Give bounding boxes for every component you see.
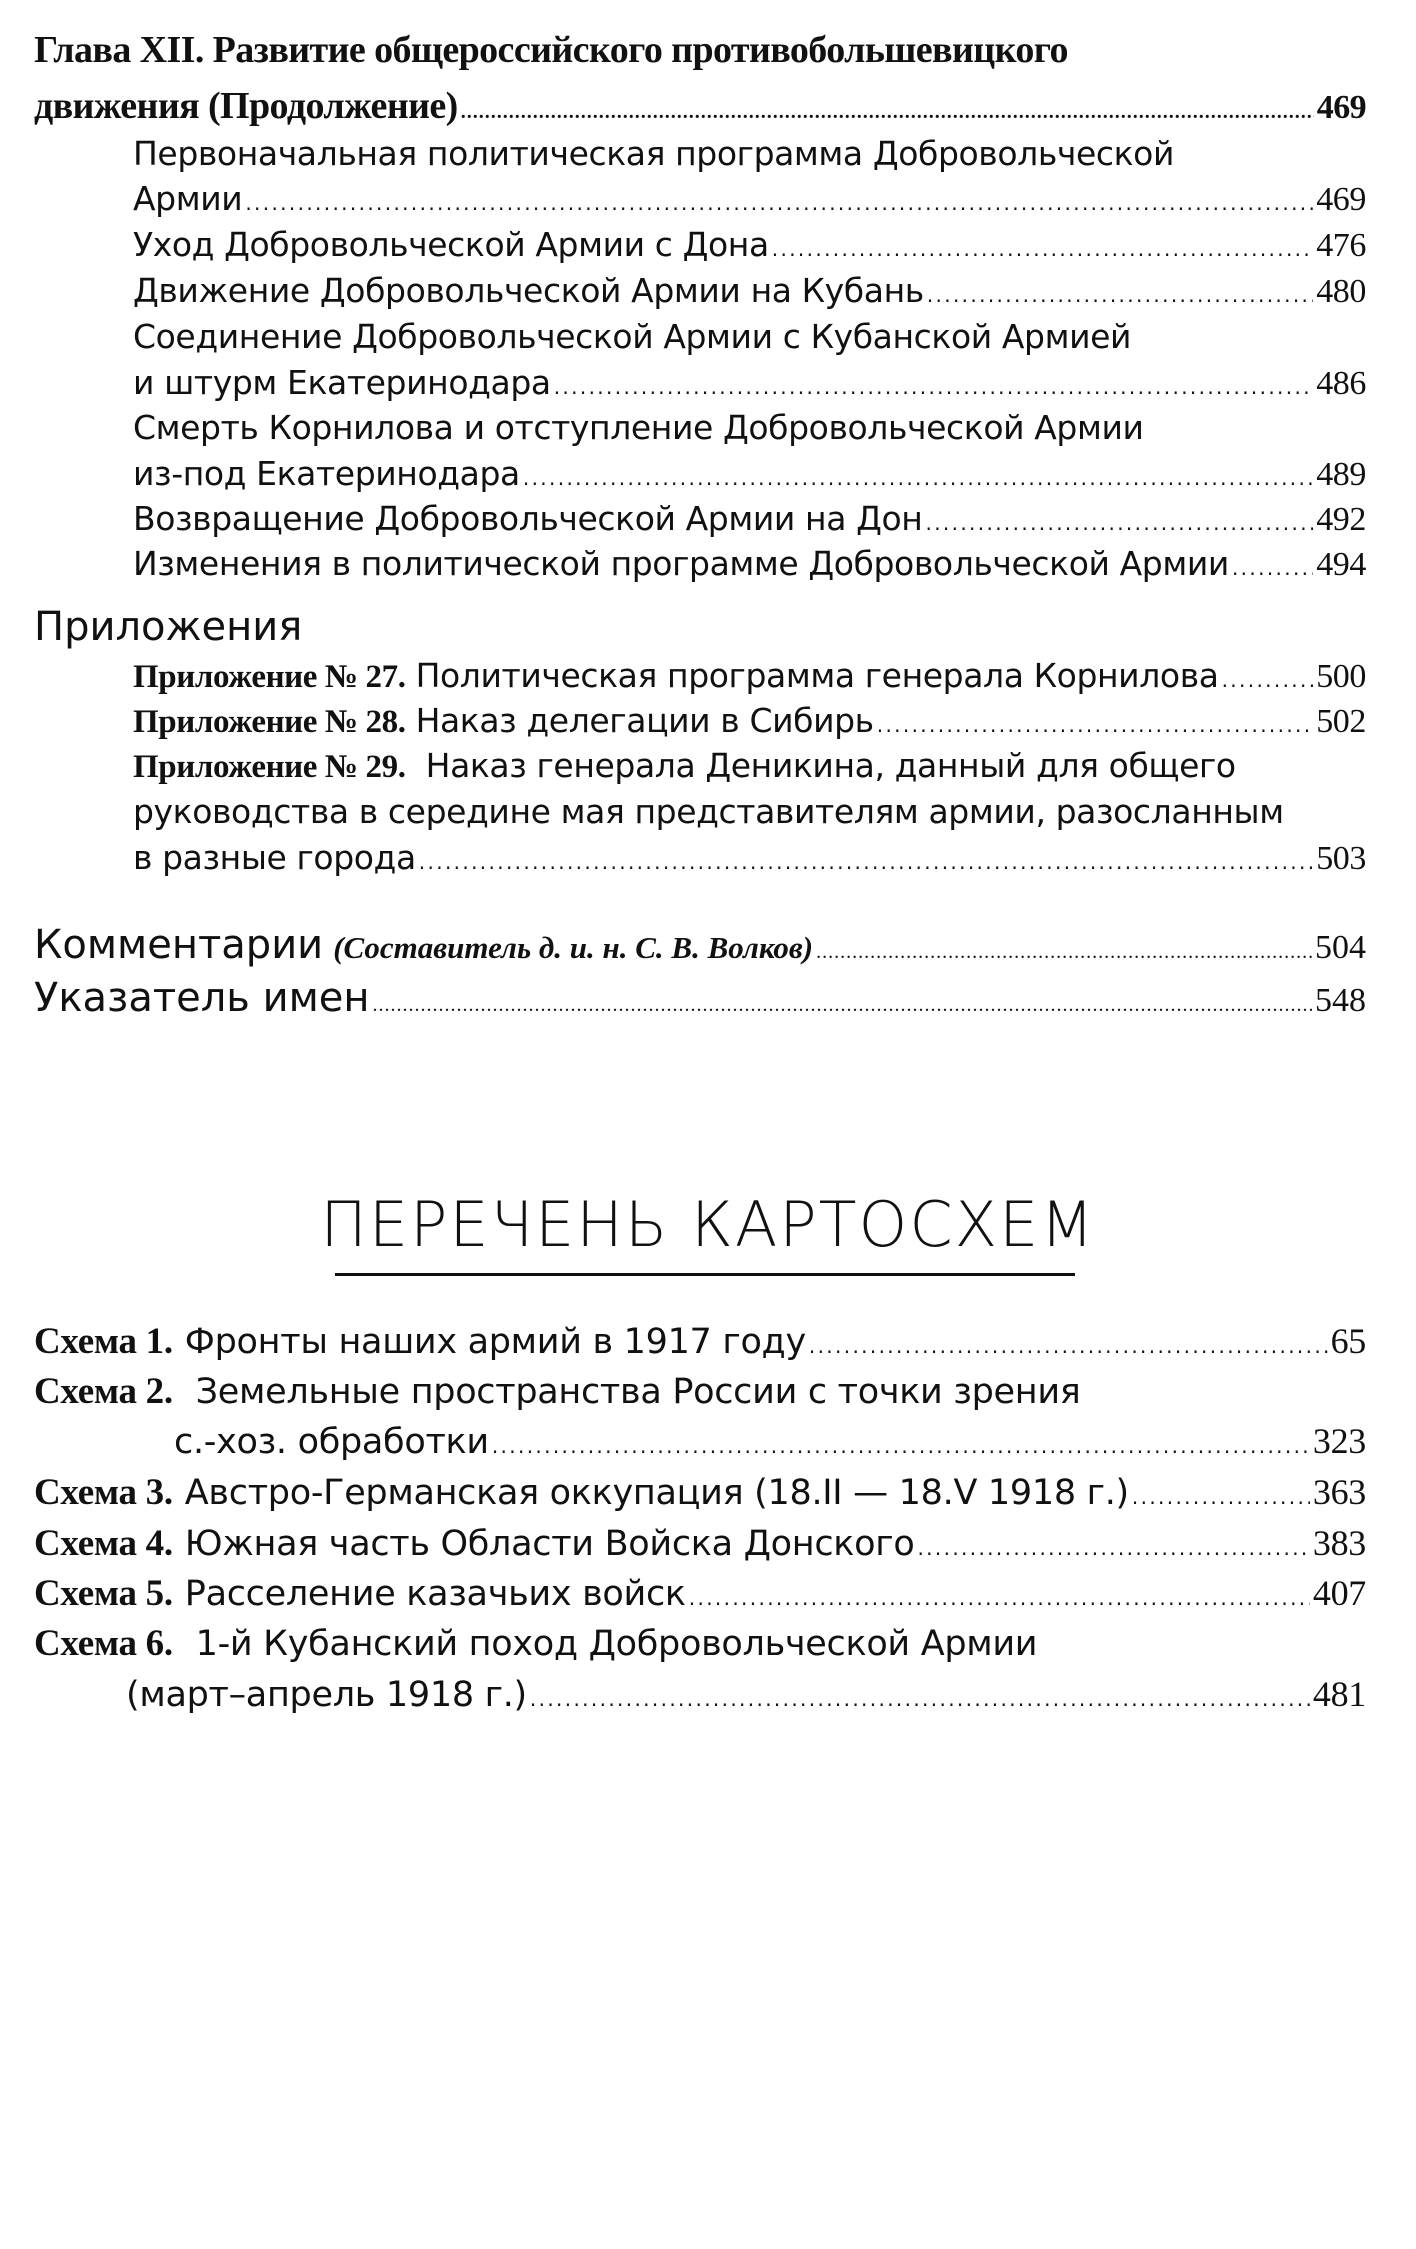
map-label: Схема 5. [34, 1573, 173, 1614]
toc-item-6 [133, 499, 1366, 539]
commentary-entry [34, 922, 1366, 968]
appendix-27 [133, 656, 1366, 696]
toc-item-5 [133, 454, 1366, 494]
map-item-3 [34, 1471, 1366, 1514]
map-label: Схема 2. [34, 1371, 173, 1412]
appendix-text: Политическая программа генерала Корнилова [415, 656, 1219, 695]
page-number: 363 [1312, 1472, 1366, 1512]
toc-item-3 [133, 271, 1366, 311]
toc-item-1 [133, 179, 1366, 219]
page-number: 65 [1330, 1321, 1366, 1361]
map-item-6 [126, 1673, 1366, 1715]
map-text: Южная часть Области Войска Донского [184, 1524, 915, 1564]
toc-item-7 [133, 544, 1366, 584]
dot-leader [925, 499, 1313, 538]
map-label: Схема 1. [34, 1321, 173, 1362]
toc-item-text: Изменения в политической программе Добровольческой Армии [133, 544, 1229, 583]
dot-leader [419, 838, 1313, 877]
page-number: 489 [1316, 456, 1366, 493]
dot-leader [492, 1422, 1310, 1462]
page-number: 481 [1312, 1674, 1366, 1714]
index-entry [34, 975, 1366, 1021]
appendix-label: Приложение № 29. [133, 749, 406, 785]
dot-leader [523, 454, 1313, 493]
dot-leader [1132, 1473, 1310, 1513]
page-number: 504 [1315, 929, 1366, 966]
page-number: 407 [1312, 1573, 1366, 1613]
map-text: с.-хоз. обработки [174, 1422, 489, 1462]
toc-item-text: и штурм Екатеринодара [133, 363, 551, 402]
page-number: 469 [1316, 181, 1366, 218]
map-label: Схема 4. [34, 1523, 173, 1564]
appendix-text: в разные города [133, 838, 416, 877]
map-label: Схема 3. [34, 1472, 173, 1513]
maps-heading: ПЕРЕЧЕНЬ КАРТОСХЕМ [320, 1188, 1096, 1261]
toc-item-text: Уход Добровольческой Армии с Дона [133, 225, 769, 264]
page-number: 500 [1316, 658, 1366, 695]
map-item-2-line1 [34, 1370, 1081, 1413]
index-label: Указатель имен [34, 975, 370, 1021]
map-text: Фронты наших армий в 1917 году [184, 1322, 806, 1362]
chapter-title-text: движения (Продолжение) [34, 85, 458, 127]
toc-item-text: из-под Екатеринодара [133, 454, 520, 493]
appendix-text: Наказ генерала Деникина, данный для общего [425, 746, 1236, 785]
dot-leader [927, 271, 1313, 310]
appendices-heading: Приложения [34, 604, 303, 650]
toc-item-1-line1: Первоначальная политическая программа Добровольческой [133, 134, 1174, 173]
map-text: Расселение казачьих войск [184, 1574, 686, 1614]
map-item-2 [174, 1420, 1366, 1462]
page-number: 323 [1312, 1421, 1366, 1461]
map-text: Австро-Германская оккупация (18.II — 18.V 1918 г.) [184, 1473, 1129, 1513]
page-number: 502 [1316, 703, 1366, 740]
chapter-title-line1: Глава XII. Развитие общероссийского противобольшевицкого [34, 29, 1068, 71]
page-number: 494 [1316, 546, 1366, 583]
toc-item-text: Возвращение Добровольческой Армии на Дон [133, 499, 923, 538]
dot-leader [1232, 544, 1313, 583]
toc-item-5-line1: Смерть Корнилова и отступление Добровольческой Армии [133, 408, 1144, 447]
chapter-title-line2 [34, 84, 1366, 128]
map-item-6-line1 [34, 1622, 1037, 1665]
map-item-4 [34, 1522, 1366, 1565]
dot-leader [689, 1574, 1310, 1614]
appendix-label: Приложение № 28. [133, 704, 406, 740]
map-text: (март–апрель 1918 г.) [126, 1675, 527, 1715]
appendix-label: Приложение № 27. [133, 659, 406, 695]
map-item-1 [34, 1320, 1366, 1363]
dot-leader [245, 179, 1313, 218]
appendix-29-line2: руководства в середине мая представителям армии, разосланным [133, 792, 1284, 831]
dot-leader [373, 994, 1312, 1017]
map-item-5 [34, 1572, 1366, 1615]
page-number: 383 [1312, 1523, 1366, 1563]
commentary-label: Комментарии [34, 922, 324, 968]
dot-leader [809, 1322, 1328, 1362]
page-number: 503 [1316, 840, 1366, 877]
dot-leader [877, 701, 1313, 740]
map-label: Схема 6. [34, 1623, 173, 1664]
toc-item-4-line1: Соединение Добровольческой Армии с Кубанской Армией [133, 317, 1132, 356]
toc-item-text: Движение Добровольческой Армии на Кубань [133, 271, 924, 310]
appendix-29 [133, 838, 1366, 878]
appendix-text: Наказ делегации в Сибирь [415, 701, 874, 740]
map-text: Земельные пространства России с точки зрения [195, 1372, 1081, 1412]
appendix-29-line1 [133, 746, 1236, 786]
page-number: 486 [1316, 365, 1366, 402]
toc-item-text: Армии [133, 179, 243, 218]
dot-leader [554, 363, 1313, 402]
dot-leader [530, 1675, 1310, 1715]
dot-leader [917, 1524, 1309, 1564]
page-number: 492 [1316, 501, 1366, 538]
toc-item-2 [133, 225, 1366, 265]
page-number: 480 [1316, 273, 1366, 310]
heading-rule [335, 1273, 1075, 1276]
toc-item-4 [133, 363, 1366, 403]
dot-leader [772, 225, 1313, 264]
dot-leader [1222, 656, 1314, 695]
dot-leader [816, 941, 1312, 964]
dot-leader [461, 84, 1314, 128]
map-text: 1-й Кубанский поход Добровольческой Армии [195, 1624, 1038, 1664]
page-number: 469 [1316, 89, 1366, 126]
page-number: 548 [1315, 982, 1366, 1019]
page-number: 476 [1316, 227, 1366, 264]
commentary-note: (Составитель д. и. н. С. В. Волков) [333, 930, 814, 965]
appendix-28 [133, 701, 1366, 741]
